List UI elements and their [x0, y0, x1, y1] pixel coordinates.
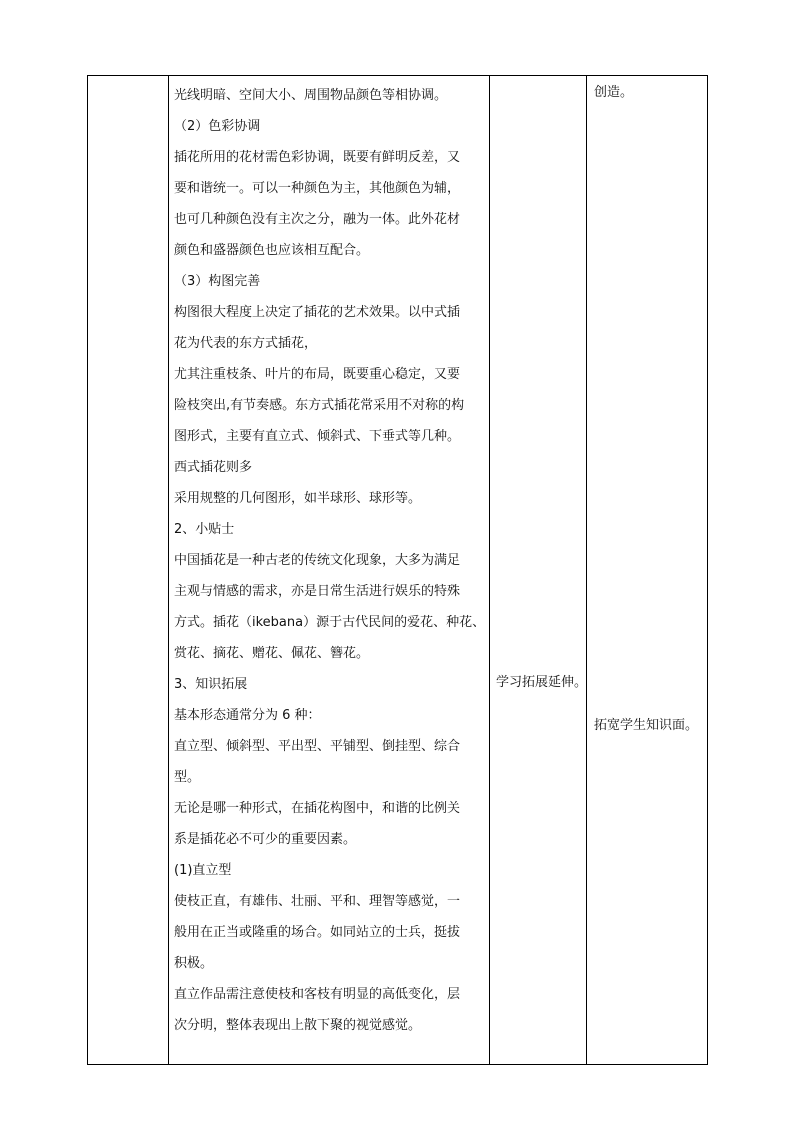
- content-line: 光线明暗、空间大小、周围物品颜色等相协调。: [174, 88, 448, 103]
- content-line: 直立型、倾斜型、平出型、平铺型、倒挂型、综合: [174, 739, 461, 754]
- content-line: 主观与情感的需求，亦是日常生活进行娱乐的特殊: [174, 584, 461, 599]
- content-line: 型。: [174, 770, 201, 785]
- student-activity-cell: [490, 76, 587, 1065]
- content-line: 无论是哪一种形式，在插花构图中，和谐的比例关: [174, 801, 461, 816]
- content-line: 插花所用的花材需色彩协调，既要有鲜明反差，又: [174, 150, 461, 165]
- content-line: 2、小贴士: [174, 522, 235, 537]
- content-line: （2）色彩协调: [174, 119, 261, 134]
- empty-cell: [88, 76, 169, 1065]
- lesson-plan-table: [87, 75, 708, 1065]
- content-line: 颜色和盛器颜色也应该相互配合。: [174, 243, 370, 258]
- student-activity-text: 学习拓展延伸。: [496, 675, 588, 690]
- content-line: 也可几种颜色没有主次之分，融为一体。此外花材: [174, 212, 461, 227]
- table-row: [88, 76, 708, 1065]
- content-line: （3）构图完善: [174, 274, 261, 289]
- content-line: 险枝突出,有节奏感。东方式插花常采用不对称的构: [174, 398, 465, 413]
- content-line: 西式插花则多: [174, 460, 253, 475]
- content-line: 采用规整的几何图形，如半球形、球形等。: [174, 491, 422, 506]
- design-intent-text: 拓宽学生知识面。: [594, 718, 699, 733]
- design-intent-cell: [587, 76, 708, 1065]
- content-line: 3、知识拓展: [174, 677, 248, 692]
- content-line: 构图很大程度上决定了插花的艺术效果。以中式插: [174, 305, 461, 320]
- content-line: 次分明，整体表现出上散下聚的视觉感觉。: [174, 1018, 422, 1033]
- content-line: 中国插花是一种古老的传统文化现象，大多为满足: [174, 553, 461, 568]
- content-line: 直立作品需注意使枝和客枝有明显的高低变化，层: [174, 987, 461, 1002]
- content-line: 积极。: [174, 956, 214, 971]
- content-line: 赏花、摘花、赠花、佩花、簪花。: [174, 646, 370, 661]
- content-line: (1)直立型: [174, 863, 232, 878]
- design-intent-continued-text: 创造。: [594, 85, 634, 100]
- content-line: 图形式，主要有直立式、倾斜式、下垂式等几种。: [174, 429, 461, 444]
- content-line: 要和谐统一。可以一种颜色为主，其他颜色为辅，: [174, 181, 461, 196]
- content-line: 花为代表的东方式插花，: [174, 336, 318, 351]
- content-line: 系是插花必不可少的重要因素。: [174, 832, 357, 847]
- content-line: 基本形态通常分为 6 种：: [174, 708, 321, 723]
- content-line: 方式。插花（ikebana）源于古代民间的爱花、种花、: [174, 615, 485, 630]
- content-line: 尤其注重枝条、叶片的布局，既要重心稳定，又要: [174, 367, 461, 382]
- content-line: 般用在正当或隆重的场合。如同站立的士兵，挺拔: [174, 925, 461, 940]
- content-cell: [169, 76, 490, 1065]
- content-line: 使枝正直，有雄伟、壮丽、平和、理智等感觉，一: [174, 894, 461, 909]
